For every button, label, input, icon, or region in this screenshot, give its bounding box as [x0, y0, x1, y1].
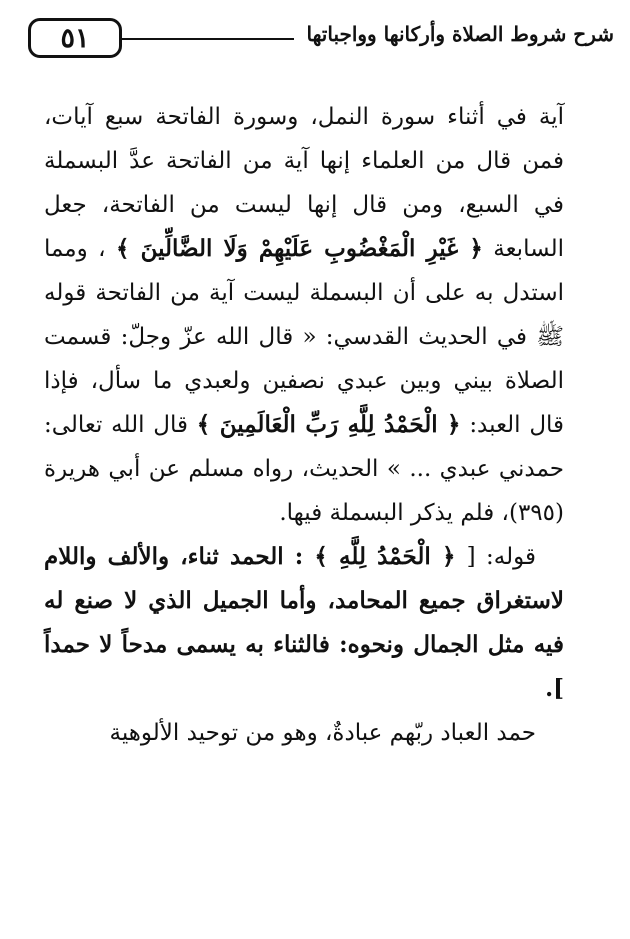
- header-rule: [122, 38, 294, 40]
- page-number-badge: ٥١: [28, 18, 122, 58]
- paragraph-2-text: : الحمد ثناء، والألف واللام لاستغراق جميع المحامد، وأما الجميل الذي لا صنع له فيه مثل الجمال ونحوه: فالثناء به يسمى مدحاً لا حمداً ].: [44, 543, 564, 702]
- paragraph-2: [44, 535, 564, 711]
- quran-quote-1: ﴿ غَيْرِ الْمَغْضُوبِ عَلَيْهِمْ وَلَا الضَّالِّينَ ﴾: [116, 235, 483, 262]
- quran-quote-2: ﴿ الْحَمْدُ لِلَّهِ رَبِّ الْعَالَمِينَ ﴾: [196, 411, 461, 438]
- quran-quote-3: ﴿ الْحَمْدُ لِلَّهِ ﴾: [314, 543, 456, 570]
- paragraph-1-text-a: آية في أثناء سورة النمل، وسورة الفاتحة سبع آيات، فمن قال من العلماء إنها آية من الفاتحة عدَّ البسملة في السبع، ومن قال إنها ليست من الفاتحة، جعل السابعة: [44, 104, 564, 262]
- page-body: [44, 95, 564, 755]
- page-header: [20, 14, 614, 64]
- paragraph-1: [44, 95, 564, 535]
- paragraph-1-text-b: ، ومما استدل به على أن البسملة ليست آية من الفاتحة قوله ﷺ في الحديث القدسي: « قال الله عزّ وجلّ: قسمت الصلاة بيني وبين عبدي نصفين ولعبدي ما سأل، فإذا قال العبد:: [44, 236, 565, 438]
- paragraph-1-text-c: قال الله تعالى: حمدني عبدي ... » الحديث، رواه مسلم عن أبي هريرة (٣٩٥)، فلم يذكر البسملة فيها.: [44, 412, 564, 526]
- running-title: شرح شروط الصلاة وأركانها وواجباتها: [306, 22, 614, 46]
- paragraph-3: حمد العباد ربّهم عبادةٌ، وهو من توحيد الألوهية: [109, 720, 536, 746]
- paragraph-2-intro: قوله: [: [466, 544, 537, 570]
